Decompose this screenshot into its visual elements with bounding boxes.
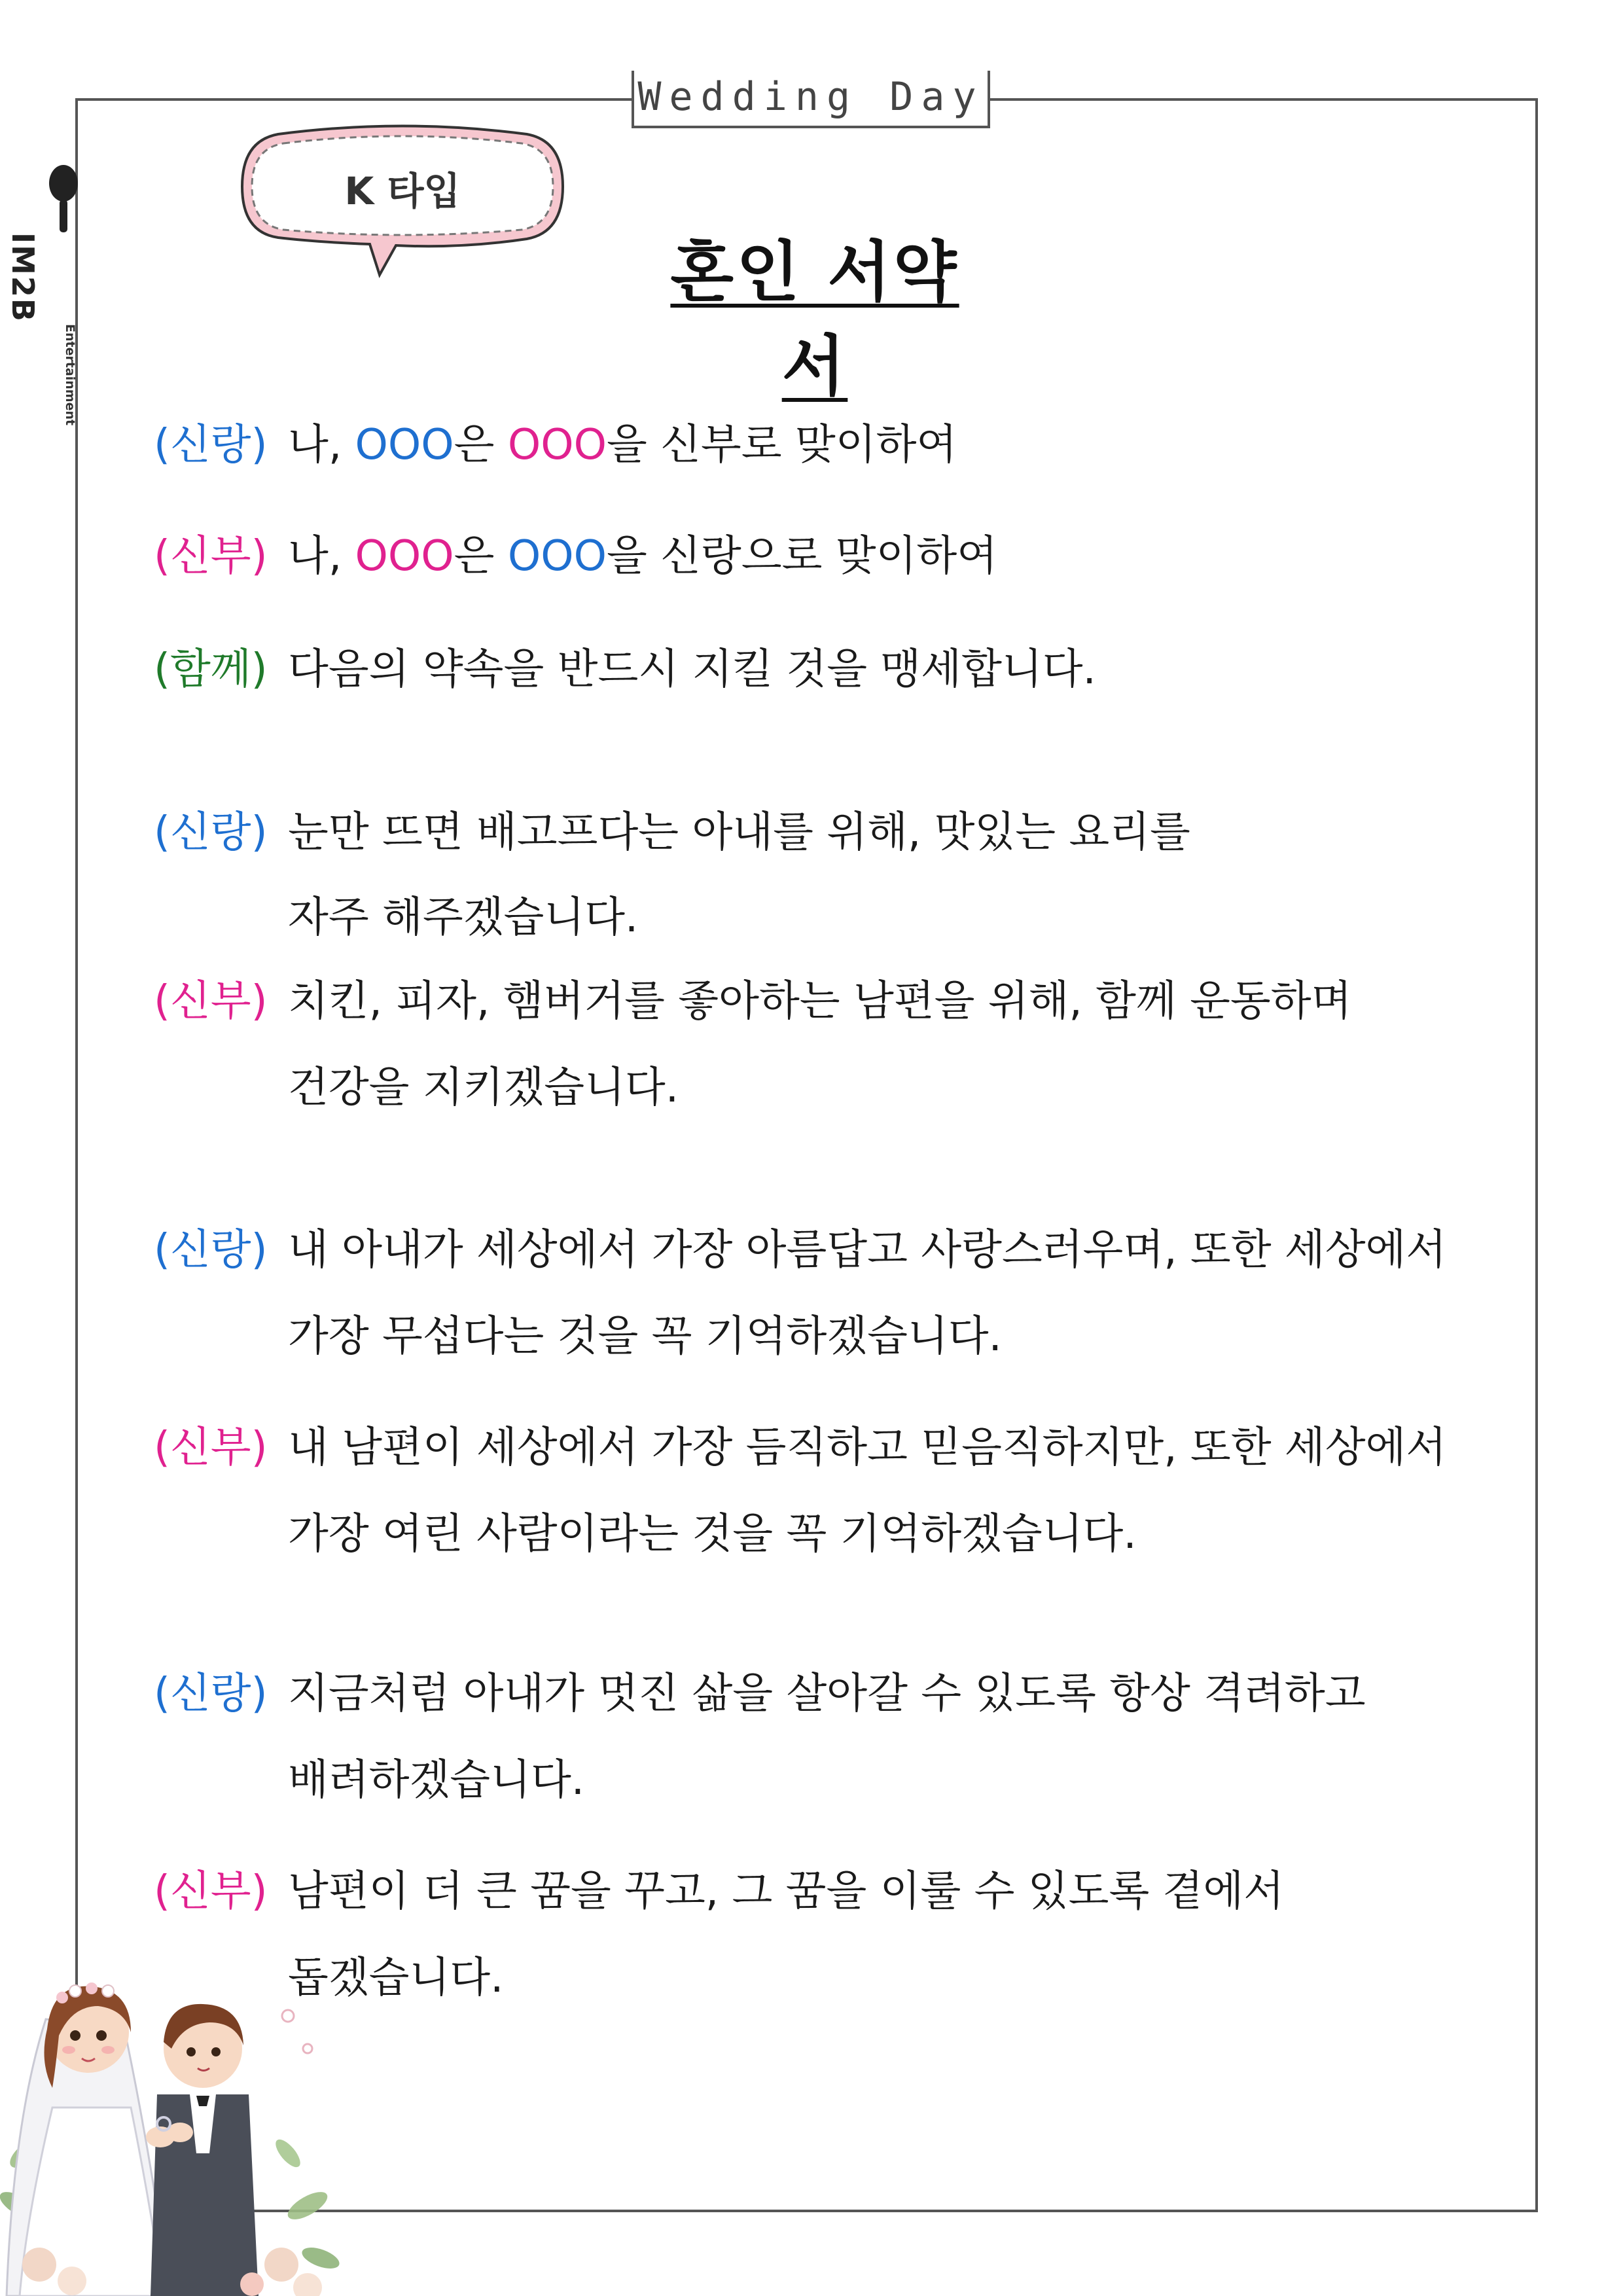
vow-text: 눈만 뜨면 배고프다는 아내를 위해, 맛있는 요리를 <box>288 808 1190 857</box>
vow-4-line-1 <box>154 1422 1446 1474</box>
vow-5-line-1 <box>154 1668 1366 1720</box>
vow-6-line-1 <box>154 1865 1284 1918</box>
vow-6-line-2: 돕겠습니다. <box>288 1954 504 2002</box>
bride-tag: (신부) <box>154 1424 268 1472</box>
text: 은 <box>454 532 508 581</box>
intro-bride-line <box>154 530 997 583</box>
vow-text: 남편이 더 큰 꿈을 꾸고, 그 꿈을 이룰 수 있도록 곁에서 <box>288 1867 1285 1916</box>
bride-tag: (신부) <box>154 532 268 581</box>
name-placeholder: OOO <box>507 421 607 469</box>
together-tag: (함께) <box>154 645 268 694</box>
badge-label: K 타입 <box>344 169 461 213</box>
vow-2-line-1 <box>154 975 1351 1028</box>
groom-tag: (신랑) <box>154 1670 268 1718</box>
groom-tag: (신랑) <box>154 808 268 857</box>
wedding-couple-illustration <box>0 1957 340 2296</box>
groom-tag: (신랑) <box>154 421 268 469</box>
vow-3-line-1 <box>154 1224 1446 1276</box>
text: 다음의 약속을 반드시 지킬 것을 맹세합니다. <box>288 645 1096 694</box>
vow-3-line-2: 가장 무섭다는 것을 꼭 기억하겠습니다. <box>288 1312 1002 1361</box>
text: 은 <box>454 421 508 469</box>
text: 나, <box>288 421 355 469</box>
vow-4-line-2: 가장 여린 사람이라는 것을 꼭 기억하겠습니다. <box>288 1510 1137 1558</box>
bride-tag: (신부) <box>154 1867 268 1916</box>
name-placeholder: OOO <box>355 532 454 581</box>
vow-2-line-2: 건강을 지키겠습니다. <box>288 1064 679 1112</box>
name-placeholder: OOO <box>507 532 607 581</box>
text: 나, <box>288 532 355 581</box>
vow-text: 내 아내가 세상에서 가장 아름답고 사랑스러우며, 또한 세상에서 <box>288 1226 1447 1274</box>
frame-title: Wedding Day <box>632 71 990 128</box>
text: 을 신부로 맞이하여 <box>606 421 957 469</box>
intro-groom-line <box>154 419 957 471</box>
vow-1-line-1 <box>154 806 1190 859</box>
vow-text: 내 남편이 세상에서 가장 듬직하고 믿음직하지만, 또한 세상에서 <box>288 1424 1447 1472</box>
vow-1-line-2: 자주 해주겠습니다. <box>288 893 639 942</box>
logo-subtitle: Entertainment <box>63 324 77 426</box>
logo-name: IM2B <box>5 232 41 323</box>
text: 을 신랑으로 맞이하여 <box>606 532 998 581</box>
vow-text: 치킨, 피자, 햄버거를 좋아하는 남편을 위해, 함께 운동하며 <box>288 977 1352 1026</box>
groom-tag: (신랑) <box>154 1226 268 1274</box>
bride-tag: (신부) <box>154 977 268 1026</box>
document-title: 혼인 서약서 <box>670 234 959 404</box>
name-placeholder: OOO <box>355 421 454 469</box>
intro-together-line <box>154 643 1096 696</box>
vow-text: 지금처럼 아내가 멋진 삶을 살아갈 수 있도록 항상 격려하고 <box>288 1670 1366 1718</box>
vow-5-line-2: 배려하겠습니다. <box>288 1756 585 1804</box>
